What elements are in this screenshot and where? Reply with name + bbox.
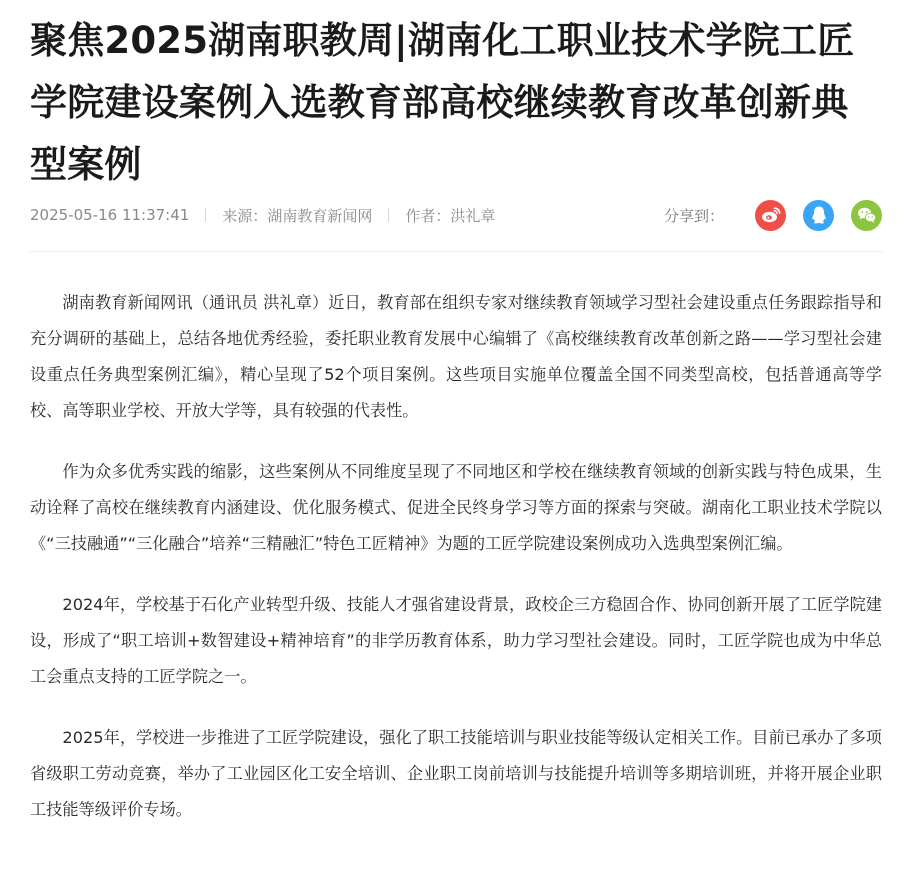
wechat-share-button[interactable] (851, 200, 882, 231)
publish-datetime: 2025-05-16 11:37:41 (30, 206, 190, 224)
meta-separator (205, 208, 206, 222)
article-source: 来源：湖南教育新闻网 (222, 206, 373, 225)
article-paragraph: 湖南教育新闻网讯（通讯员 洪礼章）近日，教育部在组织专家对继续教育领域学习型社会建设重点任务跟踪指导和充分调研的基础上，总结各地优秀经验，委托职业教育发展中心编辑了《高校继续教育改革创新之路——学习型社会建设重点任务典型案例汇编》，精心呈现了52个项目案例。这些项目实施单位覆盖全国不同类型高校，包括普通高等学校、高等职业学校、开放大学等，具有较强的代表性。 (30, 293, 882, 420)
article-title: 聚焦2025湖南职教周|湖南化工职业技术学院工匠学院建设案例入选教育部高校继续教育改革创新典型案例 (30, 19, 855, 186)
weibo-share-button[interactable] (755, 200, 786, 231)
qq-icon (810, 205, 828, 225)
article-meta (30, 199, 882, 231)
meta-divider (30, 251, 882, 252)
article-paragraph: 2025年，学校进一步推进了工匠学院建设，强化了职工技能培训与职业技能等级认定相关工作。目前已承办了多项省级职工劳动竞赛，举办了工业园区化工安全培训、企业职工岗前培训与技能提升培训等多期培训班，并将开展企业职工技能等级评价专场。 (30, 728, 882, 819)
article-paragraph: 2024年，学校基于石化产业转型升级、技能人才强省建设背景，政校企三方稳固合作、协同创新开展了工匠学院建设，形成了“职工培训+数智建设+精神培育”的非学历教育体系，助力学习型社会建设。同时，工匠学院也成为中华总工会重点支持的工匠学院之一。 (30, 595, 882, 686)
article-paragraph: 作为众多优秀实践的缩影，这些案例从不同维度呈现了不同地区和学校在继续教育领域的创新实践与特色成果，生动诠释了高校在继续教育内涵建设、优化服务模式、促进全民终身学习等方面的探索与突破。湖南化工职业技术学院以《“三技融通”“三化融合”培养“三精融汇”特色工匠精神》为题的工匠学院建设案例成功入选典型案例汇编。 (30, 462, 882, 553)
article (30, 0, 882, 819)
meta-separator (388, 208, 389, 222)
weibo-icon (761, 206, 781, 224)
wechat-icon (857, 206, 877, 224)
share-label: 分享到： (663, 206, 724, 225)
share-bar (664, 200, 882, 231)
article-author: 作者：洪礼章 (405, 206, 496, 225)
qq-share-button[interactable] (803, 200, 834, 231)
article-body (30, 285, 882, 853)
